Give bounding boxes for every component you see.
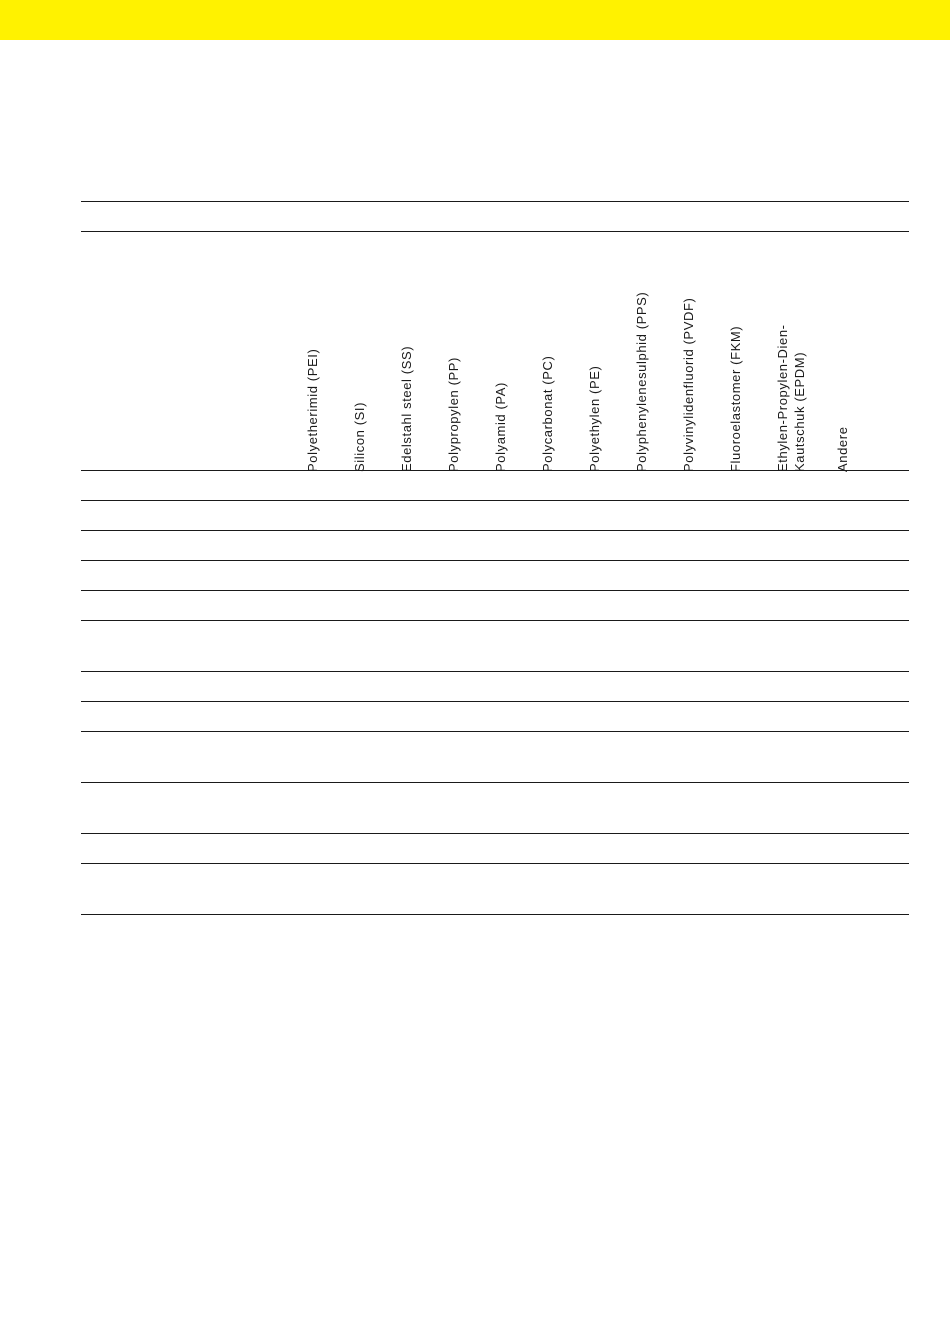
column-header-label: Andere [835, 426, 850, 472]
column-header-label: Polyetherimid (PEI) [305, 348, 320, 472]
table-row [81, 560, 909, 561]
column-header-label: Polycarbonat (PC) [540, 355, 555, 472]
table-row [81, 590, 909, 591]
table-top-rule [81, 201, 909, 202]
table-row [81, 833, 909, 834]
table-row [81, 620, 909, 621]
column-header-label: Silicon (SI) [352, 401, 367, 472]
table-row [81, 731, 909, 732]
table-row [81, 530, 909, 531]
column-header-label: Polyphenylenesulphid (PPS) [634, 291, 649, 472]
column-header-label: Polyvinylidenfluorid (PVDF) [681, 297, 696, 472]
table-bottom-rule [81, 914, 909, 915]
table-row [81, 500, 909, 501]
table-row [81, 782, 909, 783]
top-color-band [0, 0, 950, 40]
column-header-label: Fluoroelastomer (FKM) [728, 325, 743, 472]
column-header-label: Polyethylen (PE) [587, 365, 602, 472]
column-header-label: Polypropylen (PP) [446, 357, 461, 472]
table-row [81, 701, 909, 702]
table-title-rule [81, 231, 909, 232]
table-row [81, 671, 909, 672]
table-header-rule [81, 470, 909, 471]
table-row [81, 863, 909, 864]
column-header-label: Polyamid (PA) [493, 382, 508, 472]
column-header-label: Edelstahl steel (SS) [399, 345, 414, 472]
column-header-label: Ethylen-Propylen-Dien- Kautschuk (EPDM) [775, 324, 807, 472]
